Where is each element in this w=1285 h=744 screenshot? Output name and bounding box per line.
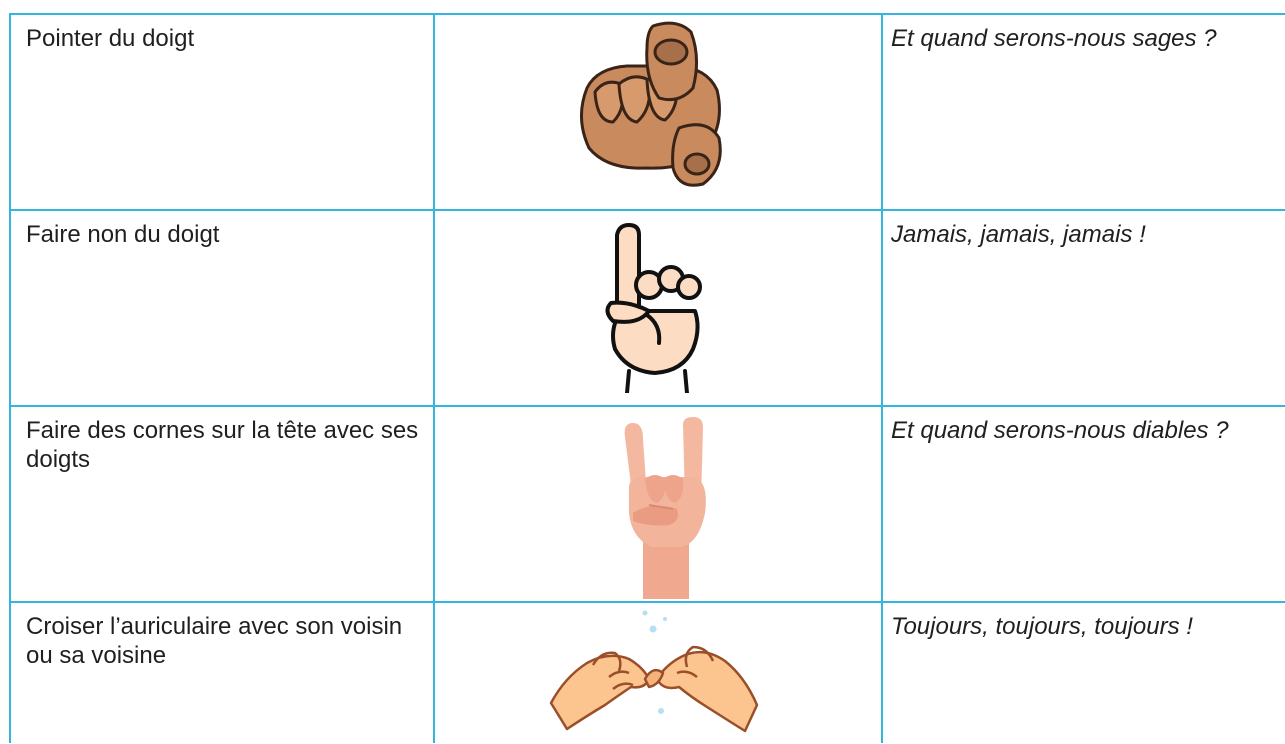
gesture-cell: [10, 14, 434, 210]
reply-cell: [882, 602, 1285, 743]
gesture-cell: [10, 602, 434, 743]
gesture-text: Faire des cornes sur la tête avec ses doigts: [26, 417, 419, 473]
gesture-cell: [10, 406, 434, 602]
table-row: [10, 602, 1285, 743]
reply-text: Et quand serons-nous sages ?: [891, 25, 1217, 52]
reply-text: Toujours, toujours, toujours !: [891, 613, 1193, 640]
table-row: [10, 210, 1285, 406]
gesture-cell: [10, 210, 434, 406]
gesture-text: Croiser l’auriculaire avec son voisin ou sa voisine: [26, 613, 403, 669]
reply-cell: [882, 14, 1285, 210]
illustration-cell: [434, 602, 882, 743]
illustration-cell: [434, 14, 882, 210]
reply-text: Et quand serons-nous diables ?: [891, 417, 1229, 444]
raised-index-finger-icon: [599, 221, 719, 393]
table-row: [10, 406, 1285, 602]
reply-text: Jamais, jamais, jamais !: [891, 221, 1146, 248]
gesture-table: [9, 13, 1285, 743]
illustration-cell: [434, 406, 882, 602]
illustration-cell: [434, 210, 882, 406]
pointing-hand-icon: [567, 18, 737, 190]
reply-cell: [882, 406, 1285, 602]
pinky-swear-hands-icon: [549, 607, 759, 737]
horns-hand-icon: [611, 417, 721, 599]
gesture-text: Pointer du doigt: [26, 25, 195, 52]
gesture-text: Faire non du doigt: [26, 221, 220, 248]
table-row: [10, 14, 1285, 210]
reply-cell: [882, 210, 1285, 406]
